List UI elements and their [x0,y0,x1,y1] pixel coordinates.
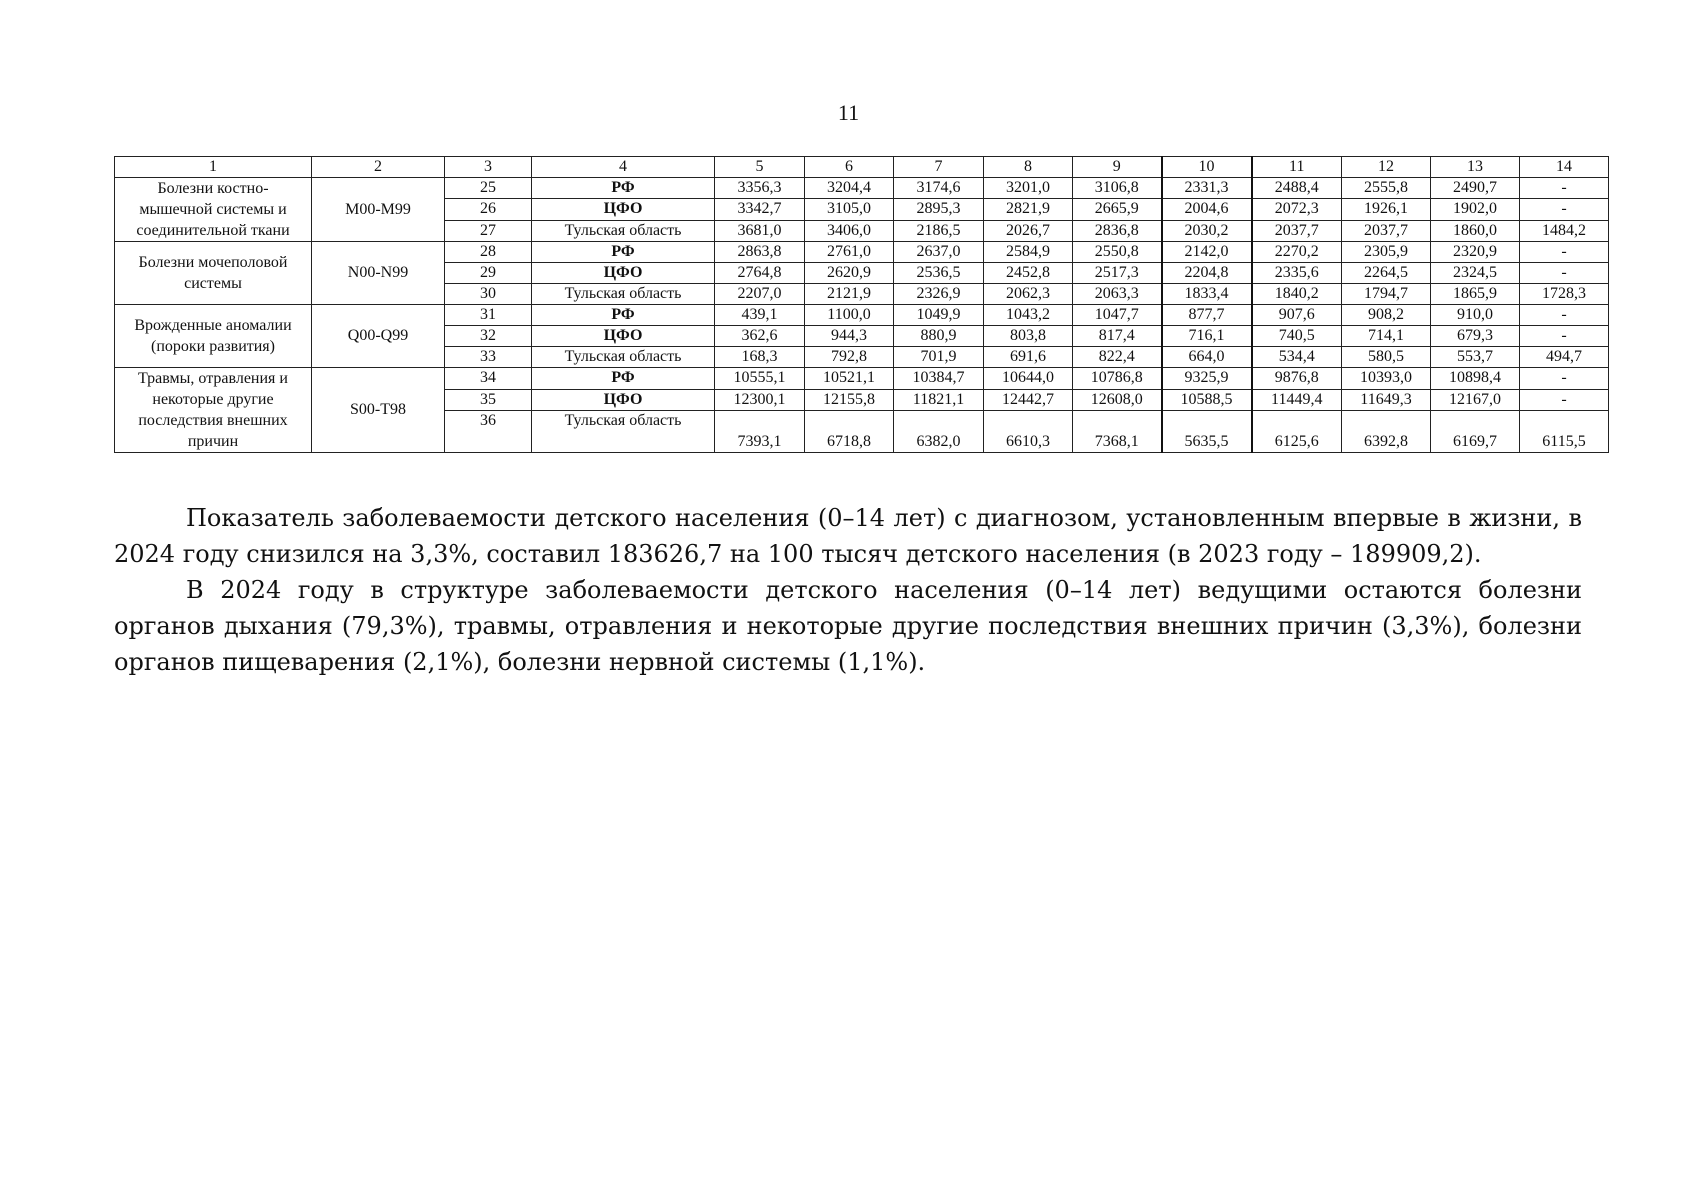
row-number: 26 [445,199,532,220]
value-cell: 2207,0 [715,284,805,305]
value-cell: 6610,3 [984,411,1073,453]
value-cell: 740,5 [1252,326,1342,347]
row-number: 31 [445,305,532,326]
header-cell: 3 [445,157,532,178]
value-cell: 6382,0 [894,411,984,453]
value-cell: 2550,8 [1073,242,1162,263]
value-cell: 2490,7 [1431,178,1520,199]
table-header-row [115,157,1609,178]
value-cell: 3201,0 [984,178,1073,199]
value-cell: 2335,6 [1252,263,1342,284]
value-cell: 10898,4 [1431,368,1520,390]
value-cell: 12442,7 [984,389,1073,411]
value-cell: 10588,5 [1162,389,1252,411]
value-cell: 1840,2 [1252,284,1342,305]
header-cell: 6 [805,157,894,178]
table-body [115,178,1609,453]
value-cell: 2637,0 [894,242,984,263]
header-cell: 12 [1342,157,1431,178]
value-cell: 2186,5 [894,220,984,241]
value-cell: 10393,0 [1342,368,1431,390]
value-cell: 2836,8 [1073,220,1162,241]
value-cell: 1047,7 [1073,305,1162,326]
header-cell: 2 [312,157,445,178]
region-name: Тульская область [532,220,715,241]
value-cell: 11649,3 [1342,389,1431,411]
disease-group-name: Болезни мочеполовой системы [115,242,312,305]
value-cell: 1926,1 [1342,199,1431,220]
value-cell: 3356,3 [715,178,805,199]
header-cell: 10 [1162,157,1252,178]
value-cell: 691,6 [984,347,1073,368]
region-name: РФ [532,305,715,326]
value-cell: 714,1 [1342,326,1431,347]
value-cell: 9325,9 [1162,368,1252,390]
value-cell: 10384,7 [894,368,984,390]
value-cell: 2072,3 [1252,199,1342,220]
value-cell: 362,6 [715,326,805,347]
table-row [115,305,1609,326]
value-cell: 6125,6 [1252,411,1342,453]
row-number: 34 [445,368,532,390]
value-cell: 2324,5 [1431,263,1520,284]
value-cell: 701,9 [894,347,984,368]
row-number: 29 [445,263,532,284]
value-cell: 2326,9 [894,284,984,305]
value-cell: 792,8 [805,347,894,368]
row-number: 28 [445,242,532,263]
header-cell: 9 [1073,157,1162,178]
icd-code: N00-N99 [312,242,445,305]
header-cell: 13 [1431,157,1520,178]
value-cell: 11821,1 [894,389,984,411]
header-cell: 5 [715,157,805,178]
header-cell: 7 [894,157,984,178]
value-cell: 2037,7 [1252,220,1342,241]
value-cell: 3204,4 [805,178,894,199]
value-cell: - [1520,242,1609,263]
value-cell: 2517,3 [1073,263,1162,284]
value-cell: 2121,9 [805,284,894,305]
value-cell: 2536,5 [894,263,984,284]
disease-group-name: Врожденные аномалии (пороки развития) [115,305,312,368]
value-cell: 2764,8 [715,263,805,284]
region-name: ЦФО [532,389,715,411]
value-cell: 12155,8 [805,389,894,411]
row-number: 33 [445,347,532,368]
value-cell: 817,4 [1073,326,1162,347]
header-cell: 1 [115,157,312,178]
value-cell: 12300,1 [715,389,805,411]
value-cell: 2895,3 [894,199,984,220]
value-cell: - [1520,368,1609,390]
header-cell: 14 [1520,157,1609,178]
value-cell: 803,8 [984,326,1073,347]
value-cell: 880,9 [894,326,984,347]
value-cell: 2665,9 [1073,199,1162,220]
value-cell: 2030,2 [1162,220,1252,241]
region-name: РФ [532,368,715,390]
value-cell: 2320,9 [1431,242,1520,263]
value-cell: 439,1 [715,305,805,326]
table-row [115,242,1609,263]
region-name: ЦФО [532,263,715,284]
value-cell: 10555,1 [715,368,805,390]
value-cell: 664,0 [1162,347,1252,368]
icd-code: M00-M99 [312,178,445,242]
value-cell: 6169,7 [1431,411,1520,453]
row-number: 36 [445,411,532,453]
value-cell: 1100,0 [805,305,894,326]
value-cell: 2062,3 [984,284,1073,305]
region-name: Тульская область [532,411,715,453]
morbidity-table [114,156,1609,453]
value-cell: 2555,8 [1342,178,1431,199]
value-cell: 2863,8 [715,242,805,263]
value-cell: - [1520,178,1609,199]
value-cell: 11449,4 [1252,389,1342,411]
disease-group-name: Болезни костно-мышечной системы и соединительной ткани [115,178,312,242]
value-cell: 944,3 [805,326,894,347]
value-cell: 2331,3 [1162,178,1252,199]
disease-group-name: Травмы, отравления и некоторые другие последствия внешних причин [115,368,312,453]
paragraph: В 2024 году в структуре заболеваемости детского населения (0–14 лет) ведущими остаются болезни органов дыхания (79,3%), травмы, отравления и некоторые другие последствия внешних причин (3,3%), болезни органов пищеварения (2,1%), болезни нервной системы (1,1%). [114,576,1582,676]
value-cell: 2620,9 [805,263,894,284]
value-cell: 679,3 [1431,326,1520,347]
value-cell: 1902,0 [1431,199,1520,220]
icd-code: Q00-Q99 [312,305,445,368]
value-cell: 2264,5 [1342,263,1431,284]
value-cell: 2142,0 [1162,242,1252,263]
value-cell: 1833,4 [1162,284,1252,305]
value-cell: 553,7 [1431,347,1520,368]
value-cell: 2004,6 [1162,199,1252,220]
value-cell: 2761,0 [805,242,894,263]
region-name: ЦФО [532,199,715,220]
value-cell: 1794,7 [1342,284,1431,305]
value-cell: 6115,5 [1520,411,1609,453]
paragraph: Показатель заболеваемости детского населения (0–14 лет) с диагнозом, установленным впервые в жизни, в 2024 году снизился на 3,3%, составил 183626,7 на 100 тысяч детского населения (в 2023 году – 189909,2). [114,504,1582,568]
value-cell: 5635,5 [1162,411,1252,453]
row-number: 35 [445,389,532,411]
value-cell: 877,7 [1162,305,1252,326]
value-cell: 1043,2 [984,305,1073,326]
table-row [115,178,1609,199]
value-cell: 12167,0 [1431,389,1520,411]
value-cell: 1728,3 [1520,284,1609,305]
value-cell: 2204,8 [1162,263,1252,284]
header-cell: 11 [1252,157,1342,178]
value-cell: 822,4 [1073,347,1162,368]
value-cell: 2584,9 [984,242,1073,263]
table-row [115,368,1609,390]
value-cell: 494,7 [1520,347,1609,368]
value-cell: 168,3 [715,347,805,368]
value-cell: 2452,8 [984,263,1073,284]
value-cell: - [1520,389,1609,411]
value-cell: 12608,0 [1073,389,1162,411]
region-name: РФ [532,178,715,199]
value-cell: - [1520,305,1609,326]
row-number: 30 [445,284,532,305]
row-number: 32 [445,326,532,347]
value-cell: 10521,1 [805,368,894,390]
value-cell: 2037,7 [1342,220,1431,241]
header-cell: 8 [984,157,1073,178]
value-cell: 2270,2 [1252,242,1342,263]
region-name: ЦФО [532,326,715,347]
value-cell: 9876,8 [1252,368,1342,390]
body-text [114,500,1582,680]
value-cell: 2063,3 [1073,284,1162,305]
value-cell: 3106,8 [1073,178,1162,199]
value-cell: 534,4 [1252,347,1342,368]
value-cell: - [1520,199,1609,220]
value-cell: 6392,8 [1342,411,1431,453]
value-cell: - [1520,263,1609,284]
value-cell: 1484,2 [1520,220,1609,241]
value-cell: 1860,0 [1431,220,1520,241]
value-cell: 2488,4 [1252,178,1342,199]
page-number: 11 [837,100,860,125]
value-cell: 910,0 [1431,305,1520,326]
value-cell: 580,5 [1342,347,1431,368]
value-cell: 3105,0 [805,199,894,220]
value-cell: 2026,7 [984,220,1073,241]
value-cell: 908,2 [1342,305,1431,326]
region-name: Тульская область [532,347,715,368]
value-cell: 3681,0 [715,220,805,241]
value-cell: - [1520,326,1609,347]
value-cell: 1049,9 [894,305,984,326]
value-cell: 2305,9 [1342,242,1431,263]
value-cell: 3174,6 [894,178,984,199]
value-cell: 716,1 [1162,326,1252,347]
value-cell: 3342,7 [715,199,805,220]
row-number: 25 [445,178,532,199]
value-cell: 7393,1 [715,411,805,453]
icd-code: S00-T98 [312,368,445,453]
value-cell: 7368,1 [1073,411,1162,453]
value-cell: 3406,0 [805,220,894,241]
value-cell: 6718,8 [805,411,894,453]
header-cell: 4 [532,157,715,178]
region-name: Тульская область [532,284,715,305]
value-cell: 1865,9 [1431,284,1520,305]
region-name: РФ [532,242,715,263]
value-cell: 10786,8 [1073,368,1162,390]
value-cell: 10644,0 [984,368,1073,390]
value-cell: 2821,9 [984,199,1073,220]
value-cell: 907,6 [1252,305,1342,326]
row-number: 27 [445,220,532,241]
